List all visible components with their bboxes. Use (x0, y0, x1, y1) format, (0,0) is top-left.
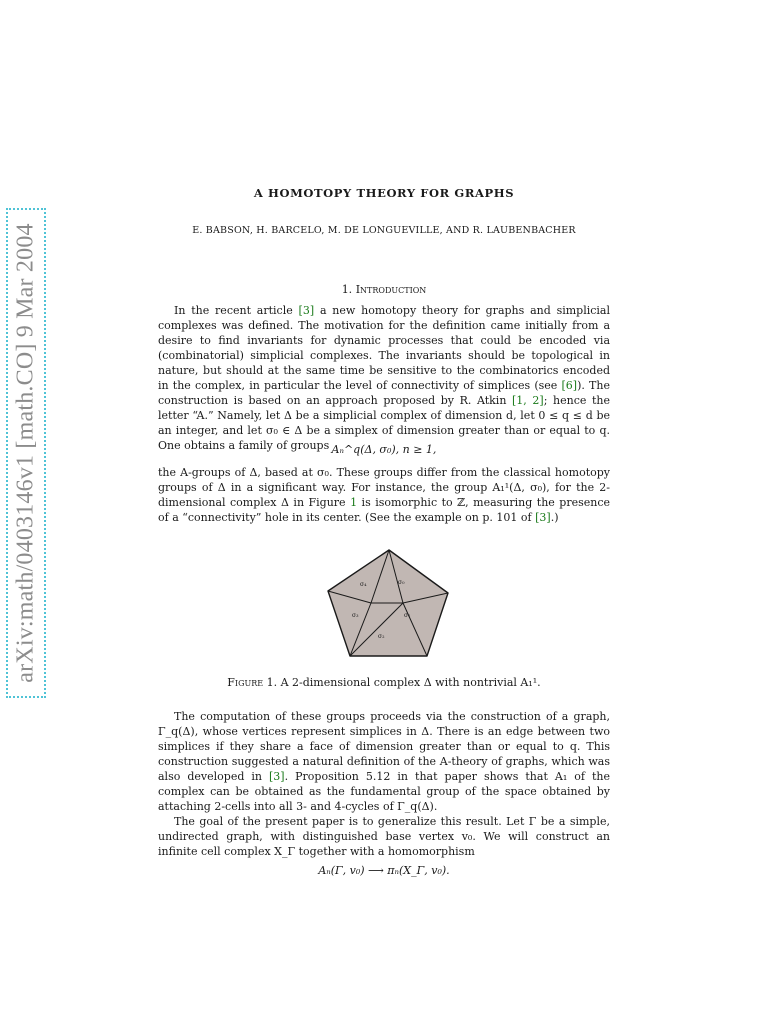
text-run: ; hence the letter “A.” Namely, let Δ be a simplicial complex of dimension d, let 0 ≤ q ≤ d be an integer, and let σ₀ ∈ Δ be a simplex of dimension greater than or equal to q. One obtains a family of groups (158, 394, 610, 452)
paper-title: A HOMOTOPY THEORY FOR GRAPHS (253, 186, 515, 200)
figure-pentagon-complex (326, 546, 452, 662)
paragraph-goal: The goal of the present paper is to generalize this result. Let Γ be a simple, undirected graph, with distinguished base vertex v₀. We will construct an infinite cell complex X_Γ together with a homomorphism (158, 815, 610, 858)
paragraph-intro (158, 303, 610, 453)
paragraph-computation (158, 709, 610, 814)
section-name: Introduction (355, 283, 427, 296)
figure-reference-link[interactable]: 1 (350, 496, 358, 509)
author-list: E. BABSON, H. BARCELO, M. DE LONGUEVILLE, AND R. LAUBENBACHER (192, 225, 576, 236)
equation-homomorphism: Aₙ(Γ, v₀) ⟶ πₙ(X_Γ, v₀). (318, 864, 450, 877)
text-run: The computation of these groups proceeds via the construction of a graph, Γ_q(Δ), whose vertices represent simplices in Δ. There is an edge between two simplices if they share a face of dimension greater than or equal to q. This construction suggested a natural definition of the A-theory of graphs, which was also developed in (158, 710, 610, 783)
section-number: 1. (341, 283, 353, 296)
arxiv-identifier-text: arXiv:math/0403146v1 [math.CO] 9 Mar 2004 (12, 223, 39, 683)
citation-link[interactable]: [1, 2] (512, 394, 544, 407)
simplex-label-sigma0: σ₀ (398, 579, 405, 586)
section-heading (158, 283, 610, 296)
text-run: a new homotopy theory for graphs and simplicial complexes was defined. The motivation for the definition came initially from a desire to find invariants for dynamic processes that could be encoded via (combinatorial) simplicial complexes. The invariants should be topological in nature, but should at the same time be sensitive to the combinatorics encoded in the complex, in particular the level of connectivity of simplices (see (158, 304, 610, 392)
text-run: In the recent article (174, 304, 299, 317)
citation-link[interactable]: [3] (298, 304, 315, 317)
text-run: .) (550, 511, 559, 524)
figure-caption-text: A 2-dimensional complex Δ with nontrivial A₁¹. (280, 676, 541, 689)
simplex-label-sigma2: σ₂ (378, 633, 385, 640)
paragraph-a-groups (158, 465, 610, 525)
figure-caption-label: Figure 1. (227, 676, 278, 689)
equation-a-groups: Aₙ^q(Δ, σ₀), n ≥ 1, (331, 443, 437, 456)
text-run: . Proposition 5.12 in that paper shows that A₁ of the complex can be obtained as the fundamental group of the space obtained by attaching 2-cells into all 3- and 4-cycles of Γ_q(Δ). (158, 770, 610, 813)
citation-link[interactable]: [3] (535, 511, 551, 524)
text-run: ). The construction is based on an approach proposed by R. Atkin (158, 379, 610, 407)
citation-link[interactable]: [3] (269, 770, 285, 783)
text-run: is isomorphic to ℤ, measuring the presence of a “connectivity” hole in its center. (See the example on p. 101 of (158, 496, 610, 524)
citation-link[interactable]: [6] (561, 379, 578, 392)
arxiv-identifier-stamp (6, 208, 46, 698)
simplex-label-sigma1: σ₁ (404, 612, 411, 619)
simplex-label-sigma4: σ₄ (360, 581, 367, 588)
text-run: the A-groups of Δ, based at σ₀. These groups differ from the classical homotopy groups of Δ in a significant way. For instance, the group A₁¹(Δ, σ₀), for the 2-dimensional complex Δ in Figure (158, 466, 610, 509)
figure-caption (158, 676, 610, 689)
simplex-label-sigma3: σ₃ (352, 612, 359, 619)
